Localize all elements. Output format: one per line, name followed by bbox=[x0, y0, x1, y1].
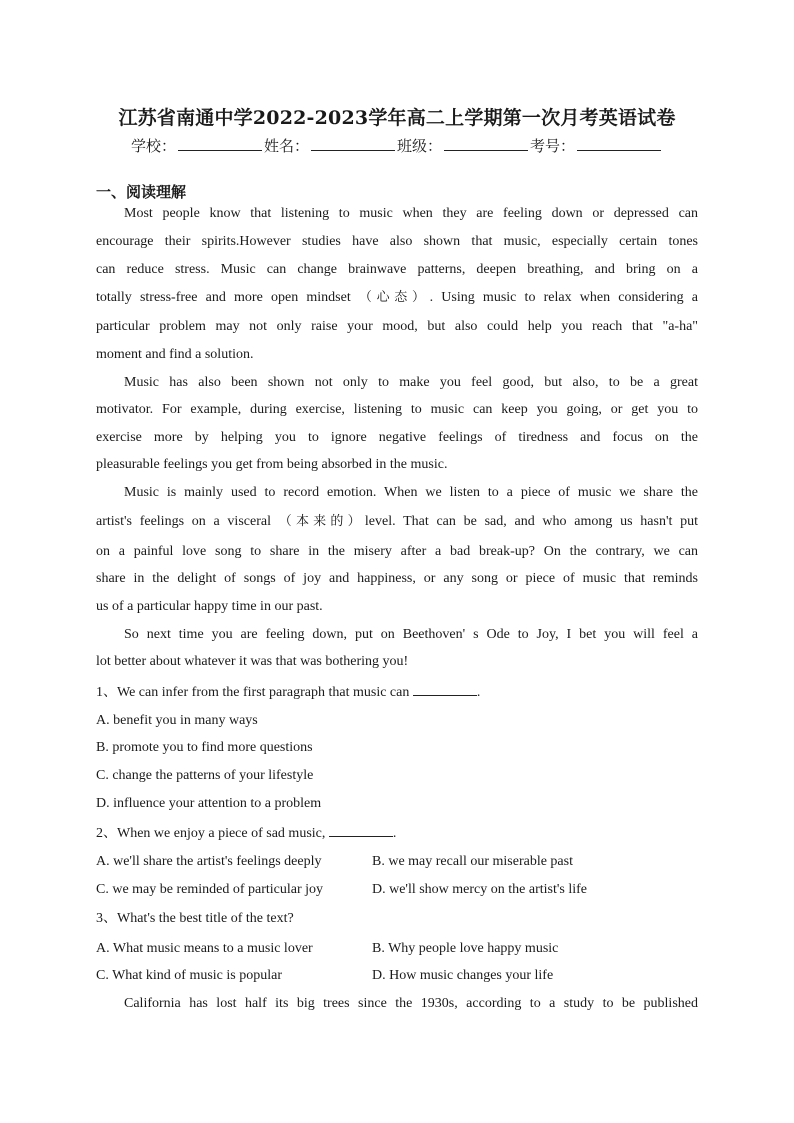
chinese-gloss: （心态） bbox=[358, 290, 430, 305]
passage-line: encourage their spirits.However studies have also shown that music, especially certain tones bbox=[96, 234, 698, 249]
option-item[interactable]: D. How music changes your life bbox=[372, 968, 554, 983]
passage-line: Most people know that listening to music when they are feeling down or depressed can bbox=[124, 206, 698, 221]
exam-number-label: 考号： bbox=[530, 137, 576, 155]
school-label: 学校： bbox=[130, 137, 176, 155]
section-heading: 一、阅读理解 bbox=[96, 183, 187, 201]
option-item[interactable]: D. we'll show mercy on the artist's life bbox=[372, 882, 587, 897]
passage-line: Music is mainly used to record emotion. When we listen to a piece of music we share the bbox=[124, 485, 698, 500]
passage-line: lot better about whatever it was that was bothering you! bbox=[96, 654, 409, 669]
passage-line bbox=[96, 289, 698, 307]
option-item[interactable]: C. change the patterns of your lifestyle bbox=[96, 768, 314, 783]
option-item[interactable]: D. influence your attention to a problem bbox=[96, 796, 322, 811]
question-stem: 3、What's the best title of the text? bbox=[96, 911, 294, 926]
passage-line: pleasurable feelings you get from being absorbed in the music. bbox=[96, 457, 448, 472]
passage-line: particular problem may not only raise your mood, but also could help you reach that "a-ha" bbox=[96, 319, 698, 334]
option-item[interactable]: A. What music means to a music lover bbox=[96, 941, 313, 956]
text-segment: totally stress-free and more open mindset bbox=[96, 290, 351, 305]
passage-line: moment and find a solution. bbox=[96, 347, 254, 362]
passage-line: exercise more by helping you to ignore negative feelings of tiredness and focus on the bbox=[96, 430, 698, 445]
option-item[interactable]: B. Why people love happy music bbox=[372, 941, 559, 956]
page-title: 江苏省南通中学2022-2023学年高二上学期第一次月考英语试卷 bbox=[118, 107, 676, 129]
passage-line: Music has also been shown not only to make you feel good, but also, to be a great bbox=[124, 375, 698, 390]
question-stem bbox=[96, 823, 698, 843]
passage-line: motivator. For example, during exercise, listening to music can keep you going, or get you to bbox=[96, 402, 698, 417]
class-label: 班级： bbox=[397, 137, 443, 155]
option-item[interactable]: C. we may be reminded of particular joy bbox=[96, 882, 324, 897]
option-item[interactable]: A. we'll share the artist's feelings deeply bbox=[96, 854, 322, 869]
passage-line: share in the delight of songs of joy and happiness, or any song or piece of music that reminds bbox=[96, 571, 698, 586]
option-item[interactable]: C. What kind of music is popular bbox=[96, 968, 282, 983]
option-item[interactable]: B. promote you to find more questions bbox=[96, 740, 313, 755]
text-segment: . Using music to relax when considering a bbox=[429, 290, 698, 305]
question-stem bbox=[96, 682, 698, 702]
option-item[interactable]: B. we may recall our miserable past bbox=[372, 854, 573, 869]
answer-blank bbox=[413, 682, 477, 696]
class-blank[interactable] bbox=[444, 136, 528, 151]
question-tail: . bbox=[476, 685, 481, 700]
passage-line: California has lost half its big trees since the 1930s, according to a study to be published bbox=[124, 996, 698, 1011]
text-segment: level. That can be sad, and who among us hasn't put bbox=[364, 514, 698, 529]
question-tail: . bbox=[392, 826, 397, 841]
answer-blank bbox=[329, 823, 393, 837]
question-text: 2、When we enjoy a piece of sad music, bbox=[96, 826, 326, 841]
chinese-gloss: （本来的） bbox=[278, 514, 365, 529]
option-item[interactable]: A. benefit you in many ways bbox=[96, 713, 258, 728]
passage-line bbox=[96, 513, 698, 531]
school-blank[interactable] bbox=[178, 136, 262, 151]
question-text: 1、We can infer from the first paragraph that music can bbox=[96, 685, 410, 700]
passage-line: us of a particular happy time in our past. bbox=[96, 599, 323, 614]
passage-line: So next time you are feeling down, put on Beethoven' s Ode to Joy, I bet you will feel a bbox=[124, 627, 698, 642]
name-blank[interactable] bbox=[311, 136, 395, 151]
exam-number-blank[interactable] bbox=[577, 136, 661, 151]
text-segment: artist's feelings on a visceral bbox=[96, 514, 271, 529]
student-info-line bbox=[0, 135, 794, 156]
passage-line: can reduce stress. Music can change brainwave patterns, deepen breathing, and bring on a bbox=[96, 262, 698, 277]
name-label: 姓名： bbox=[263, 137, 309, 155]
passage-line: on a painful love song to share in the misery after a bad break-up? On the contrary, we can bbox=[96, 544, 698, 559]
